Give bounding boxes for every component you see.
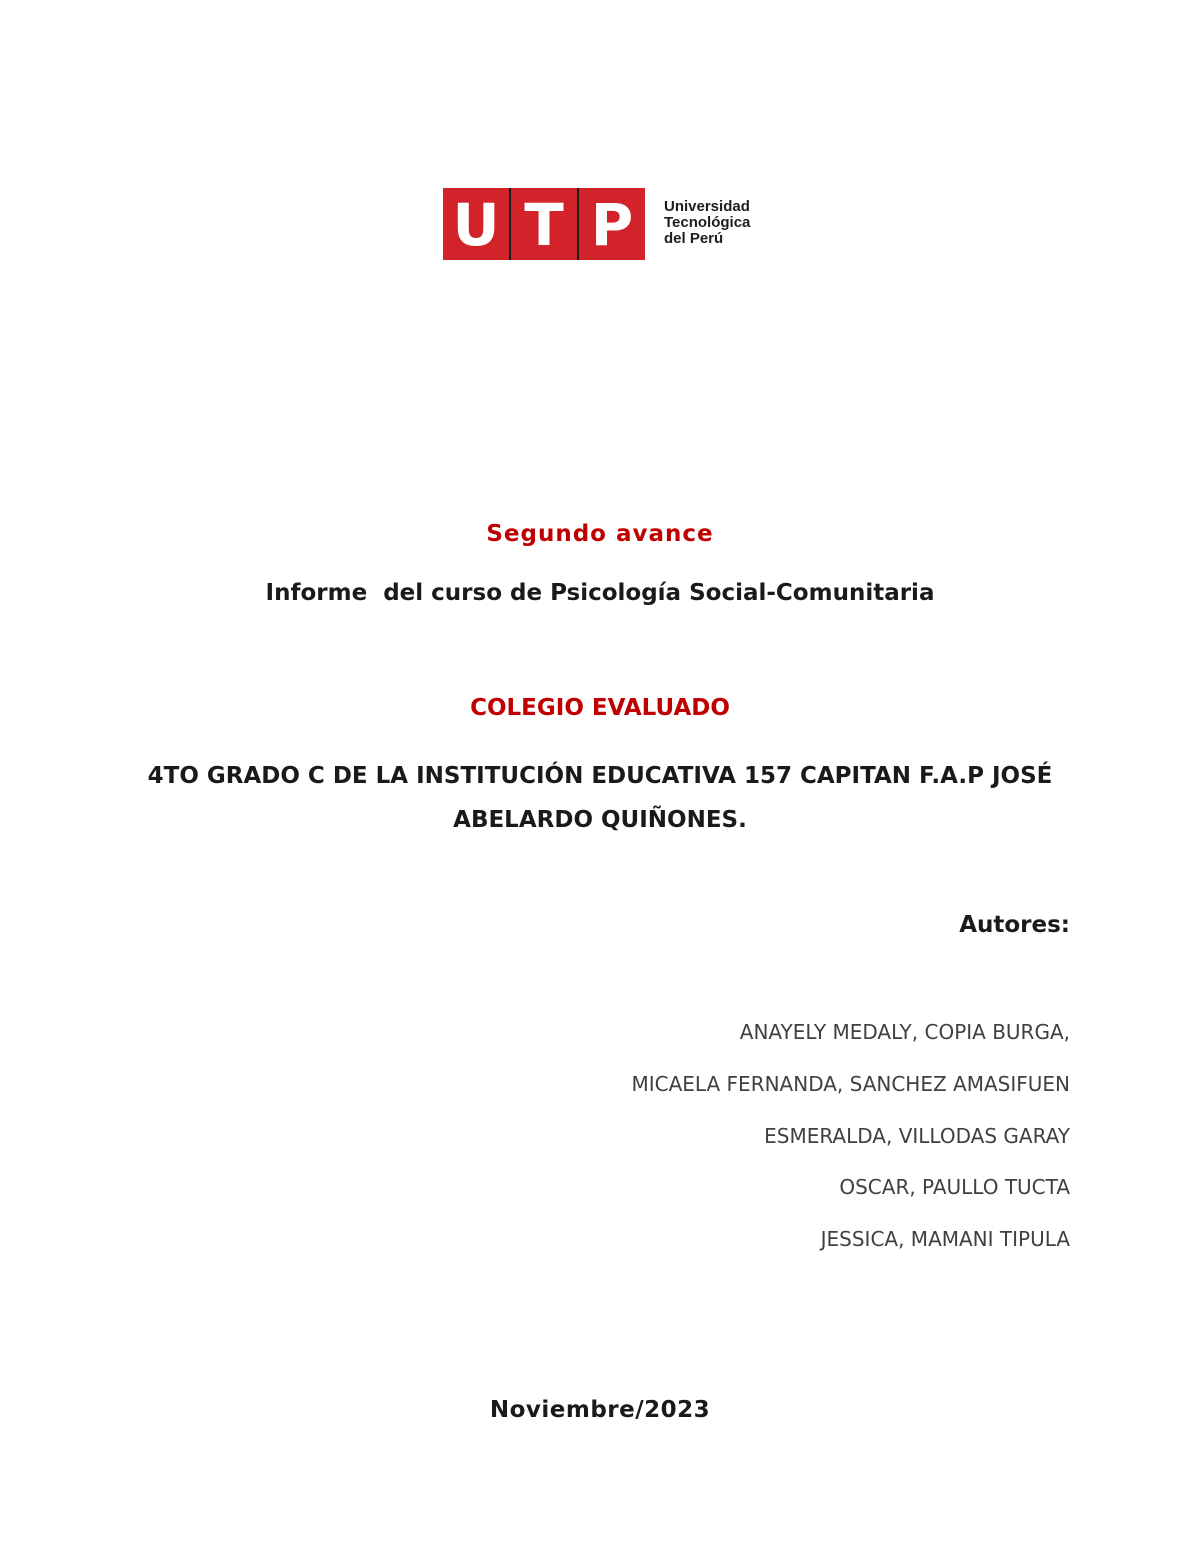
author-item: ESMERALDA, VILLODAS GARAY xyxy=(764,1124,1070,1148)
logo-letter-t: T xyxy=(524,191,564,259)
authors-label: Autores: xyxy=(959,912,1070,938)
author-item: OSCAR, PAULLO TUCTA xyxy=(839,1175,1070,1199)
logo-letter-p: P xyxy=(590,191,634,259)
school-name-line: 4TO GRADO C DE LA INSTITUCIÓN EDUCATIVA 157 CAPITAN F.A.P JOSÉ xyxy=(147,763,1053,789)
document-date: Noviembre/2023 xyxy=(489,1397,711,1423)
school-name xyxy=(0,754,1200,842)
author-item: JESSICA, MAMANI TIPULA xyxy=(820,1227,1070,1251)
utp-logo-box xyxy=(443,188,645,260)
logo-university-name xyxy=(664,199,750,247)
subtitle: Segundo avance xyxy=(486,521,714,547)
logo-text-line: del Perú xyxy=(664,230,724,247)
utp-logo xyxy=(443,188,773,260)
section-label: COLEGIO EVALUADO xyxy=(470,695,730,721)
logo-text-line: Universidad xyxy=(664,198,750,215)
author-item: MICAELA FERNANDA, SANCHEZ AMASIFUEN xyxy=(631,1072,1070,1096)
course-title: Informe del curso de Psicología Social-Comunitaria xyxy=(265,580,935,606)
author-item: ANAYELY MEDALY, COPIA BURGA, xyxy=(739,1020,1070,1044)
school-name-line: ABELARDO QUIÑONES. xyxy=(453,807,747,833)
logo-text-line: Tecnológica xyxy=(664,214,751,231)
logo-letter-u: U xyxy=(452,191,500,259)
